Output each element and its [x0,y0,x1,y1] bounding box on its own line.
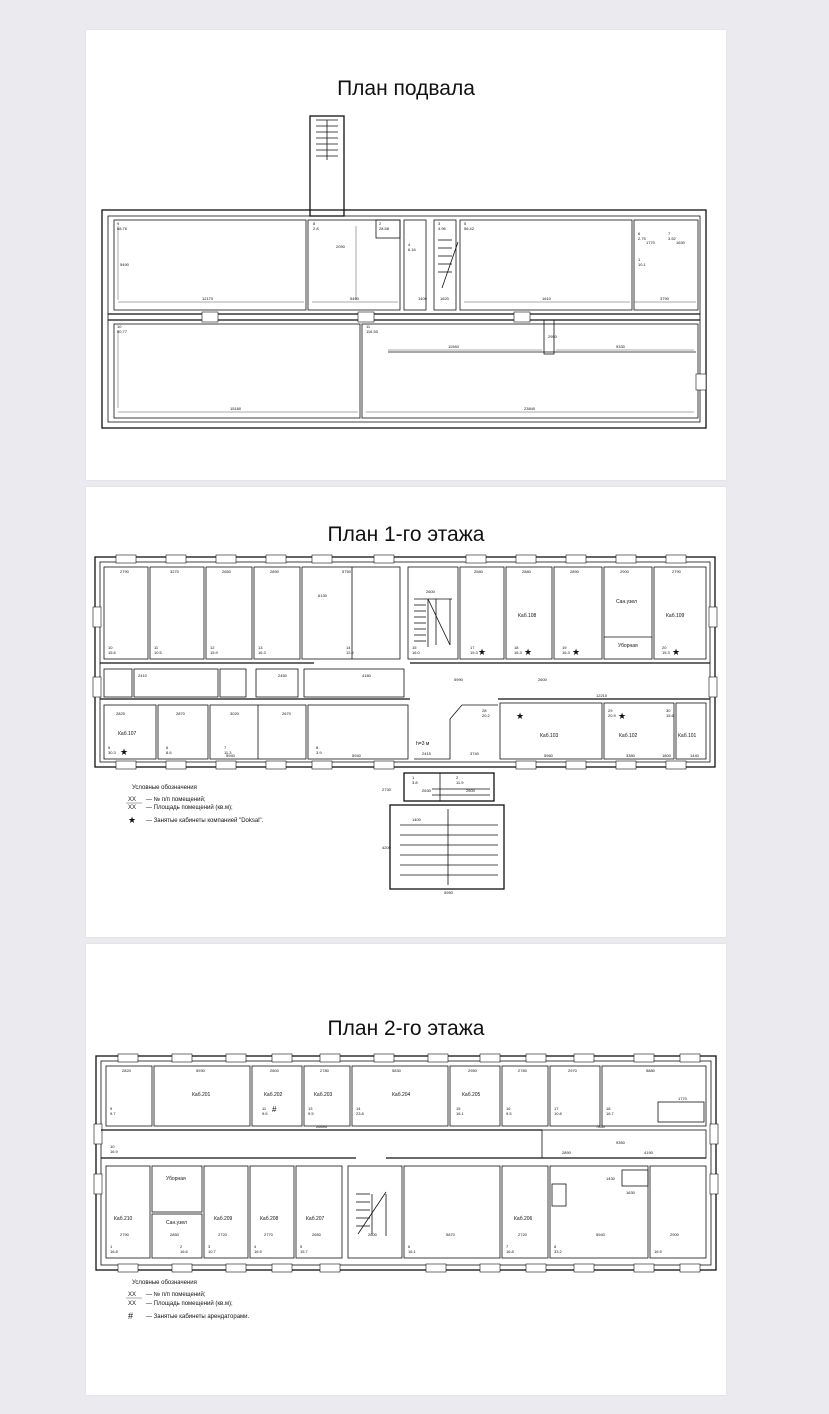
dimension-label: 2500 [466,788,475,793]
dimension-label: 2720 [518,1232,527,1237]
occupied-star-icon: ★ [478,647,487,657]
occupied-star-icon: ★ [672,647,681,657]
floor2-outer-wall [96,1056,716,1270]
basement-plan-title: План подвала [337,77,475,100]
dimension-label: 1770 [678,1096,687,1101]
room-number: 14 [346,645,351,650]
dimension-label: 2650 [312,1232,321,1237]
dimension-label: 1770 [646,240,655,245]
room-label-kab109: Каб.109 [666,613,685,619]
dimension-label: 2450 [278,673,287,678]
room-label-kab202: Каб.202 [264,1092,283,1098]
room-area: 16.8 [110,1249,118,1254]
legend-mark-text: — Занятые кабинеты компанией "Doksal". [146,818,264,824]
floor1-entrance-steps [400,789,498,885]
dimension-label: 2800 [270,1068,279,1073]
room-area: 19.3 [470,650,478,655]
basement-room-number: 6 [638,231,641,236]
room-area: 3.9 [316,750,322,755]
room-area: 20.9 [608,713,616,718]
dimension-label: 2770 [264,1232,273,1237]
dimension-label: 5940 [226,753,235,758]
dimension-label: 2090 [336,244,345,249]
occupied-star-icon: ★ [572,647,581,657]
dimension-label: 4190 [644,1150,653,1155]
floor2-stair-room [348,1166,402,1258]
room-number: 11 [262,1106,267,1111]
floor2-floor-plan [86,944,726,1395]
room-area: 11.9 [456,780,464,785]
room-number: 18 [514,645,519,650]
dimension-label: 5960 [544,753,553,758]
dimension-label: 12170 [202,296,214,301]
room-number: 10 [108,645,113,650]
dimension-label: 1630 [626,1190,635,1195]
floor2-bottom-rooms [106,1166,706,1258]
dimension-label: 3790 [660,296,669,301]
dimension-label: 2790 [120,569,129,574]
room-label-uborna: Уборная [618,643,638,649]
legend-number-text: — № п/п помещений; [146,1292,206,1298]
dimension-label: 5950 [444,890,453,895]
occupied-star-icon: ★ [516,711,525,721]
room-area: 15.6 [666,713,674,718]
basement-room-10 [114,324,360,418]
room-area: 16.0 [412,650,420,655]
room-number: 17 [554,1106,559,1111]
dimension-label: 2970 [568,1068,577,1073]
room-area: 10.7 [208,1249,216,1254]
dimension-label: 5830 [392,1068,401,1073]
room-number: 2 [180,1244,183,1249]
basement-room-number: 1 [638,257,641,262]
floor1-plan-title: План 1-го этажа [327,523,485,546]
basement-stair-steps [316,120,338,160]
basement-room-number: 9 [117,221,120,226]
basement-room-number: 5 [464,221,467,226]
room-area: 15.3 [662,650,670,655]
basement-room-area: 4.96 [438,226,446,231]
basement-room-area: 116.50 [366,329,378,334]
room-area: 9.6 [262,1111,268,1116]
dimension-label: 7860 [596,1124,605,1129]
room-label-kab206: Каб.206 [514,1216,533,1222]
basement-room-number: 7 [668,231,671,236]
room-number: 6 [408,1244,411,1249]
room-area: 16.5 [254,1249,262,1254]
basement-room-area: 6.16 [408,247,416,252]
room-number: 1 [110,1244,113,1249]
occupied-hash-icon: # [272,1105,277,1114]
dimension-label: 2720 [218,1232,227,1237]
room-number: 30 [666,708,671,713]
dimension-label: 2900 [620,569,629,574]
dimension-label: 5870 [446,1232,455,1237]
room-label-kab207: Каб.207 [306,1216,325,1222]
dimension-label: 2850 [170,1232,179,1237]
room-area: 15.9 [210,650,218,655]
room-area: 9.5 [308,1111,314,1116]
room-label-kab107: Каб.107 [118,731,137,737]
dimension-label: 1430 [606,1176,615,1181]
room-label-kab208: Каб.208 [260,1216,279,1222]
dimension-label: 5990 [454,677,463,682]
basement-plan-sheet [86,30,726,480]
dimension-label: 15180 [230,406,242,411]
dimension-label: 2880 [522,569,531,574]
dimension-label: 2950 [548,334,557,339]
basement-floor-plan [86,30,726,480]
room-number: 13 [258,645,263,650]
room-label-san-uzel: Сан.узел [166,1220,187,1226]
room-number: 16 [506,1106,511,1111]
room-label-kab205: Каб.205 [462,1092,481,1098]
room-area: 16.3 [514,650,522,655]
dimension-label: 2800 [368,1232,377,1237]
ceiling-height-note: h=3 м [416,741,430,747]
room-area: 9.5 [506,1111,512,1116]
room-number: 20 [662,645,667,650]
floor1-mid-rooms [104,669,404,697]
dimension-label: 2890 [562,1150,571,1155]
room-area: 16.1 [456,1111,464,1116]
legend-number-symbol: XX [128,797,137,803]
dimension-label: 1400 [418,296,427,301]
dimension-label: 2730 [382,787,391,792]
room-area: 23.8 [356,1111,364,1116]
dimension-label: 5490 [350,296,359,301]
dimension-label: 2790 [120,1232,129,1237]
legend-area-text: — Площадь помещений (кв.м); [146,805,233,811]
room-number: 10 [110,1144,115,1149]
dimension-label: 2580 [474,569,483,574]
floor1-legend [126,785,264,825]
legend-number-text: — № п/п помещений; [146,797,206,803]
room-area: 16.6 [180,1249,188,1254]
legend-mark-text: — Занятые кабинеты арендаторами. [146,1314,250,1320]
legend-area-symbol: XX [128,1301,137,1307]
floor1-entrance-stairs [390,805,504,889]
basement-room-areas [117,226,677,334]
dimension-label: 2900 [670,1232,679,1237]
basement-room-number: 10 [117,324,122,329]
dimension-label: 2820 [122,1068,131,1073]
legend-title: Условные обозначения [132,1280,197,1286]
dimension-label: 2780 [518,1068,527,1073]
dimension-label: 12210 [596,693,608,698]
dimension-label: 2600 [538,677,547,682]
occupied-hash-marks [272,1105,277,1114]
floor2-windows [94,1054,718,1272]
room-area: 11.3 [224,750,232,755]
dimension-label: 2825 [116,711,125,716]
room-number: 4 [254,1244,257,1249]
floor2-plan-title: План 2-го этажа [327,1017,485,1040]
dimension-label: 2890 [270,569,279,574]
room-area: 16.5 [654,1249,662,1254]
basement-room-area: 10.1 [638,262,646,267]
basement-room-number: 3 [438,221,441,226]
room-area: 10.8 [554,1111,562,1116]
room-number: 11 [154,645,159,650]
room-number: 29 [608,708,613,713]
legend-area-symbol: XX [128,805,137,811]
room-area: 30.3 [108,750,116,755]
occupied-star-icon: ★ [120,747,129,757]
basement-room-area: 68.76 [117,226,128,231]
dimension-label: 5940 [352,753,361,758]
dimension-label: 3740 [470,751,479,756]
room-label-san-uzel: Сан.узел [616,599,637,605]
room-area: 9.7 [110,1111,116,1116]
dimension-label: 2780 [320,1068,329,1073]
dimension-label: 5750 [342,569,351,574]
dimension-label: 9350 [616,1140,625,1145]
dimension-label: 2890 [570,569,579,574]
dimension-label: 2415 [422,751,431,756]
floor2-stair-steps [356,1192,386,1236]
dimension-label: 1440 [690,753,699,758]
dimension-label: 2950 [468,1068,477,1073]
legend-number-symbol: XX [128,1292,137,1298]
room-number: 18 [606,1106,611,1111]
dimension-label: 2870 [176,711,185,716]
basement-room-number: 8 [313,221,316,226]
dimension-label: 5490 [120,262,129,267]
occupied-star-icon: ★ [618,711,627,721]
dimension-label: 5940 [596,1232,605,1237]
dimension-label: 5930 [196,1068,205,1073]
room-number: 13 [308,1106,313,1111]
room-area: 33.2 [554,1249,562,1254]
floor1-room-numbers [108,645,671,780]
room-label-kab209: Каб.209 [214,1216,233,1222]
room-number: 1 [412,775,415,780]
room-label-kab210: Каб.210 [114,1216,133,1222]
dimension-label: 2790 [672,569,681,574]
floor1-bottom-rooms [104,703,706,759]
floor2-room-labels [114,1092,533,1226]
room-area: 16.9 [110,1149,118,1154]
floor2-legend [126,1280,250,1321]
dimension-label: 4200 [382,845,391,850]
floor2-plan-sheet [86,944,726,1395]
basement-room-area: 2.75 [638,236,646,241]
room-number: 2 [456,775,459,780]
dimension-label: 5880 [646,1068,655,1073]
room-number: 7 [506,1244,509,1249]
room-label-kab102: Каб.102 [619,733,638,739]
occupied-star-icon: ★ [524,647,533,657]
room-number: 5 [300,1244,303,1249]
room-area: 3.8 [412,780,418,785]
dimension-label: 1630 [676,240,685,245]
room-number: 17 [470,645,475,650]
room-area: 16.3 [562,650,570,655]
legend-area-text: — Площадь помещений (кв.м); [146,1301,233,1307]
room-number: 15 [412,645,417,650]
dimension-label: 1400 [412,817,421,822]
dimension-label: 2410 [138,673,147,678]
basement-room-number: 11 [366,324,371,329]
dimension-label: 2630 [422,788,431,793]
room-label-kab203: Каб.203 [314,1092,333,1098]
dimension-label: 1620 [440,296,449,301]
room-area: 15.7 [300,1249,308,1254]
room-area: 10.5 [154,650,162,655]
floor1-room-labels [118,599,697,747]
room-area: 16.1 [408,1249,416,1254]
dimension-label: 6130 [318,593,327,598]
basement-room-area: 3.52 [668,236,676,241]
room-number: 12 [210,645,215,650]
room-area: 12.5 [346,650,354,655]
room-number: 6 [166,745,169,750]
dimension-label: 23840 [524,406,536,411]
room-area: 16.8 [506,1249,514,1254]
room-label-uborna: Уборная [166,1176,186,1182]
floor1-stair-steps [414,599,452,647]
room-area: 15.6 [108,650,116,655]
room-number: 5 [108,745,111,750]
room-number: 8 [554,1244,557,1249]
basement-room-area: 28.58 [379,226,390,231]
dimension-label: 2670 [282,711,291,716]
dimension-label: 26690 [316,1124,328,1129]
room-label-kab103: Каб.103 [540,733,559,739]
room-label-kab101: Каб.101 [678,733,697,739]
dimension-label: 9330 [616,344,625,349]
room-number: 7 [224,745,227,750]
dimension-label: 11980 [448,344,459,349]
basement-stair-small [438,240,458,288]
basement-room-area: 56.42 [464,226,475,231]
room-number: 19 [562,645,567,650]
floor1-top-rooms [104,567,706,659]
floor1-entrance-vestibule [404,773,494,801]
room-label-kab108: Каб.108 [518,613,537,619]
legend-star-icon: ★ [128,815,137,825]
dimension-label: 1800 [662,753,671,758]
legend-hash-icon: # [128,1311,134,1321]
legend-title: Условные обозначения [132,785,197,791]
dimension-label: 1610 [542,296,551,301]
room-number: 14 [356,1106,361,1111]
room-area: 16.7 [606,1111,614,1116]
floor1-floor-plan [86,487,726,937]
room-number: 8 [316,745,319,750]
basement-room-number: 2 [379,221,382,226]
room-number: 15 [456,1106,461,1111]
room-number: 3 [208,1244,211,1249]
room-area: 16.3 [258,650,266,655]
room-label-kab201: Каб.201 [192,1092,211,1098]
room-area: 20.2 [482,713,490,718]
dimension-label: 3020 [230,711,239,716]
dimension-label: 3380 [626,753,635,758]
basement-room-area: 60.77 [117,329,128,334]
dimension-label: 2600 [426,589,435,594]
basement-room-11 [362,324,698,418]
dimension-label: 3270 [170,569,179,574]
basement-room-number: 4 [408,242,411,247]
dimension-label: 4180 [362,673,371,678]
basement-room-numbers [117,221,671,329]
dimension-label: 2650 [222,569,231,574]
room-number: 28 [482,708,487,713]
basement-dimension-labels [120,240,686,411]
basement-room-area: 2.8 [313,226,319,231]
floor1-plan-sheet [86,487,726,937]
room-label-kab204: Каб.204 [392,1092,411,1098]
room-number: 9 [110,1106,113,1111]
room-area: 8.6 [166,750,172,755]
